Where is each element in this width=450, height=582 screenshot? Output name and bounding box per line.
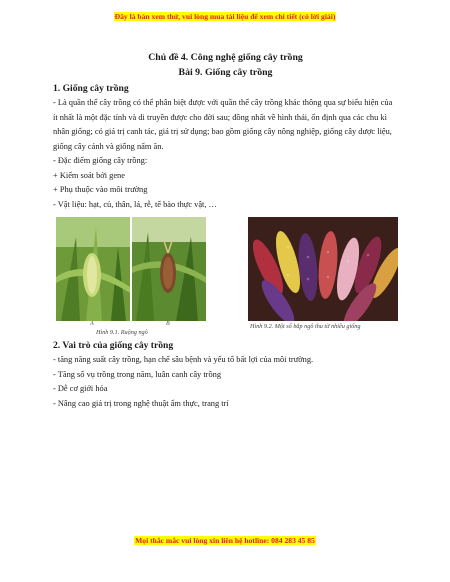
corn-field-photo [56,217,206,321]
figure-corn-field [56,217,206,336]
hotline-notice-text: Mọi thắc mắc vui lòng xin liên hệ hotline: 084 283 45 85 [135,536,315,545]
section2-role-yield: - tăng năng suất cây trồng, hạn chế sâu bệnh và yếu tố bất lợi của môi trường. [53,355,314,364]
figure-label-a: A [90,321,94,327]
preview-notice-text: Đây là bản xem thử, vui lòng mua tài liệu để xem chi tiết (có lời giải) [114,12,336,21]
section1-definition: - Là quần thể cây trồng có thể phân biệt được với quần thể cây trồng khác thông qua sự biểu hiện của ít nhất là một đặc tính và di truyền được cho đời sau; đồng nhất về hình thái, ổn định qua các chu kì nhân giống; có giá trị canh tác, giá trị sử dụng; bao gồm giống cây nông nghiệp, giống cây dược liệu, giống cây cảnh và giống nấm ăn. [53,98,393,151]
corn-cobs-photo [248,217,398,321]
section1-materials: - Vật liệu: hạt, củ, thân, lá, rễ, tế bào thực vật, … [53,199,217,209]
section2-heading: 2. Vai trò của giống cây trồng [53,340,174,351]
lesson-title: Bài 9. Giống cây trồng [178,67,273,78]
preview-notice [0,12,450,21]
hotline-notice [0,536,450,545]
section1-trait-environment: + Phụ thuộc vào môi trường [53,185,148,194]
section1-trait-gene: + Kiểm soát bởi gene [53,170,125,180]
figures-row [53,217,398,337]
topic-title: Chủ đề 4. Công nghệ giống cây trồng [148,52,303,63]
figure-label-b: B [166,321,170,327]
figure-9-2-caption: Hình 9.2. Một số bắp ngô thu từ nhiều giống [250,323,361,330]
section1-traits-intro: - Đặc điểm giống cây trồng: [53,156,148,165]
section2-role-crops: - Tăng số vụ trồng trong năm, luân canh cây trồng [53,369,222,379]
document-body [53,50,398,411]
figure-corn-cobs [248,217,398,330]
section2-role-mechanization: - Dễ cơ giới hóa [53,384,108,393]
section2-role-culinary: - Nâng cao giá trị trong nghệ thuật ẩm thực, trang trí [53,398,229,408]
figure-9-1-caption: Hình 9.1. Ruộng ngô [96,329,148,336]
section1-heading: 1. Giống cây trồng [53,83,129,94]
